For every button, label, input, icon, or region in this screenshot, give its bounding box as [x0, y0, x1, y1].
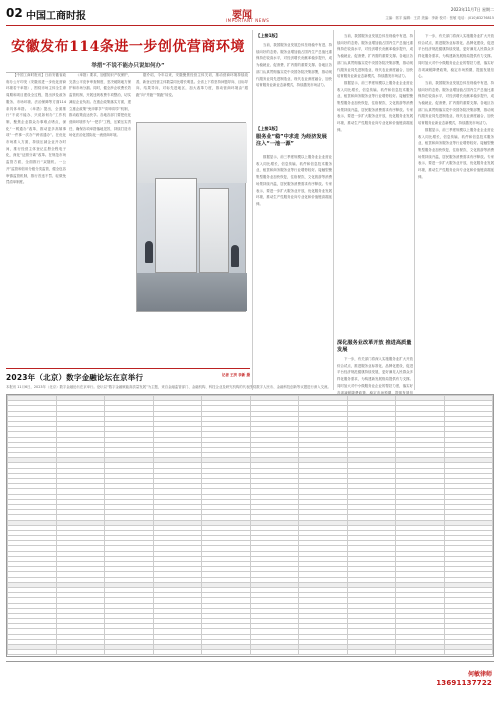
right-body-7: 当前，我国服务业发展总体呈现稳中有进、持续向好的态势。服务业增加值占国内生产总值比重保持在较高水平，对经济增长贡献率稳步提升，成为稳就业、促消费、扩内需的重要支撑。各地区各部门认真贯彻落实党中央国务院决策部署，推动现代服务业同先进制造业、现代农业深度融合，加快培育服务业新业态新模式，持续激发市场活力。 — [418, 80, 494, 126]
ad-phone-number: 13691137722 — [436, 679, 492, 687]
notice-cell — [396, 650, 445, 655]
lead-headline: 安徽发布114条进一步创优营商环境 — [11, 39, 245, 55]
masthead — [6, 4, 494, 26]
lead-column-2 — [69, 72, 131, 364]
reform-article-title: 深化服务业改革开放 推进高质量发展 — [337, 340, 412, 353]
notice-cell — [444, 650, 493, 655]
lead-body-1: 【中国工商时报讯】日前安徽省政府办公厅印发《安徽省进一步优化营商环境若干举措》，围绕市场主体全生命周期和项目建设全过程，提出涉及政务服务、市场环境、法治保障等方面114条具体举措。《举措》提出，全面推行“不说不能办、只说如何办”工作机制，聚焦企业群众办事难点堵点，深化“一网通办”改革，推动更多高频事项“一件事一次办”“跨省通办”。在优化市场准入方面，持续压减企业开办时间，推行经营主体登记注册全程电子化，深化“证照分离”改革。在规范市场监管方面，全面推行“双随机、一公开”监管和信用分级分类监管，健全包容审慎监管机制，推行首违不罚、轻微免罚清单制度。 — [6, 73, 66, 185]
right-columns — [254, 30, 494, 395]
notices-grid — [7, 395, 493, 655]
notice-cell — [153, 650, 202, 655]
service-article-title: 服务业“稳”中求进 为经济发展注入“一池一源” — [256, 134, 327, 147]
right-body-4: 数据显示，前三季度规模以上服务业企业营业收入同比增长，信息传输、软件和信息技术服务业，租赁和商务服务业等行业增势较好。接触型聚集型服务业加快恢复，住宿餐饮、文化旅游等消费场景持续升温，居民服务消费需求有序释放。专家表示，要进一步扩大服务业开放，优化服务业发展环境，推动生产性服务业向专业化和价值链高端延伸。 — [337, 80, 413, 132]
right-body-1: 当前，我国服务业发展总体呈现稳中有进、持续向好的态势。服务业增加值占国内生产总值比重保持在较高水平，对经济增长贡献率稳步提升，成为稳就业、促消费、扩内需的重要支撑。各地区各部门认真贯彻落实党中央国务院决策部署，推动现代服务业同先进制造业、现代农业深度融合，加快培育服务业新业态新模式，持续激发市场活力。 — [256, 43, 332, 88]
right-column-2 — [337, 33, 413, 333]
right-body-8: 数据显示，前三季度规模以上服务业企业营业收入同比增长，信息传输、软件和信息技术服务业，租赁和商务服务业等行业增势较好。接触型聚集型服务业加快恢复，住宿餐饮、文化旅游等消费场景持续升温，居民服务消费需求有序释放。专家表示，要进一步扩大服务业开放，优化服务业发展环境，推动生产性服务业向专业化和价值链高端延伸。 — [418, 127, 494, 179]
notice-cell — [202, 650, 251, 655]
right-column-3 — [418, 33, 494, 388]
right-column-1-top — [256, 42, 332, 122]
forum-byline: 记者 王洪 李新 摄 — [221, 373, 250, 377]
notices-table — [6, 394, 494, 657]
forum-article — [6, 368, 331, 390]
lead-subhead: 举措“不说不能办只说如何办” — [91, 63, 165, 69]
right-body-5: 下一步，有关部门将深入实施服务业扩大开放综合试点，推进服务业标准化、品牌化建设，促进平台经济规范健康持续发展，更好满足人民群众多样化服务需求，为构建新发展格局提供有力支撑。同时加大对中小微服务业企业的帮扶力度，落实好各项减税降费政策，稳定市场预期，提振发展信 — [337, 357, 413, 395]
person-figure — [145, 241, 153, 263]
display-panel — [155, 178, 197, 273]
issue-date: 2023年11月7日 星期二 — [450, 7, 494, 12]
notice-cell — [105, 650, 154, 655]
notice-row — [8, 650, 493, 655]
column-rule — [252, 30, 253, 390]
right-body-6: 下一步，有关部门将深入实施服务业扩大开放综合试点，推进服务业标准化、品牌化建设，促进平台经济规范健康持续发展，更好满足人民群众多样化服务需求，为构建新发展格局提供有力支撑。同时加大对中小微服务业企业的帮扶力度，落实好各项减税降费政策，稳定市场预期，提振发展信心。 — [418, 34, 494, 79]
forum-summary: 本报讯 11月6日，2023年（北京）数字金融论坛在京举行。论坛以“数字金融赋能高质量发展”为主题，来自金融监管部门、金融机构、科技企业及研究机构的代表围绕数字人民币、金融科技创新等议题进行深入交流。 — [6, 385, 331, 389]
right-body-3: 当前，我国服务业发展总体呈现稳中有进、持续向好的态势。服务业增加值占国内生产总值比重保持在较高水平，对经济增长贡献率稳步提升，成为稳就业、促消费、扩内需的重要支撑。各地区各部门认真贯彻落实党中央国务院决策部署，推动现代服务业同先进制造业、现代农业深度融合，加快培育服务业新业态新模式，持续激发市场活力。 — [337, 34, 413, 79]
editor-line: 主编：郭宇 编辑：王洪 美编：李新 校对：张敏 电话：(010)83276815 — [385, 16, 494, 20]
continued-label: 【上接1版】 — [256, 33, 280, 38]
continued-label: 【上接1版】 — [256, 126, 280, 131]
page-number: 02 — [6, 6, 23, 20]
footer-divider — [6, 661, 494, 662]
lead-article — [6, 30, 250, 368]
ad-lawyer-name: 何敏律师 — [467, 671, 492, 678]
notice-cell — [8, 650, 57, 655]
notice-cell — [56, 650, 105, 655]
footer-advertisement — [6, 661, 494, 703]
notice-cell — [250, 650, 299, 655]
paper-name: 中国工商时报 — [26, 11, 86, 22]
lead-column-3 — [136, 72, 248, 120]
notice-cell — [299, 650, 348, 655]
right-body-2: 数据显示，前三季度规模以上服务业企业营业收入同比增长，信息传输、软件和信息技术服务业，租赁和商务服务业等行业增势较好。接触型聚集型服务业加快恢复，住宿餐饮、文化旅游等消费场景持续升温，居民服务消费需求有序释放。专家表示，要进一步扩大服务业开放，优化服务业发展环境，推动生产性服务业向专业化和价值链高端延伸。 — [256, 155, 332, 206]
section-subtitle: IMPORTANT NEWS — [226, 18, 270, 23]
lead-column-1 — [6, 72, 66, 364]
notice-cell — [347, 650, 396, 655]
person-figure — [231, 245, 239, 267]
lead-body-2: 《举措》要求，加强知识产权保护，完善公平竞争审查制度，坚决破除地方保护和市场分割。同时，健全涉企收费长效监管机制，开展违规收费专项整治，切实减轻企业负担。在惠企政策落实方面，建立惠企政策“免申即享”“即申即享”机制，推动政策直达快享。各地各部门要把优化营商环境作为“一把手”工程，压紧压实责任，确保各项举措落地见效，持续打造市场化法治化国际化一流营商环境。 — [69, 73, 131, 138]
display-panel — [199, 188, 229, 273]
right-column-2-bottom — [337, 356, 413, 395]
right-column-1-bottom — [256, 154, 332, 388]
section-title: 要闻 — [232, 10, 252, 21]
forum-title: 2023年（北京）数字金融论坛在京举行 — [6, 373, 144, 382]
lead-body-3: 据介绍，今年以来，安徽聚焦经营主体关切，推动营商环境持续改善，新登记经营主体数量同比增长明显。全省上下将坚持问题导向、目标导向、结果导向，对标先进地区，加大改革力度，推动营商环境由“跟跑”向“并跑”“领跑”转变。 — [136, 73, 248, 98]
news-photo — [136, 122, 246, 312]
